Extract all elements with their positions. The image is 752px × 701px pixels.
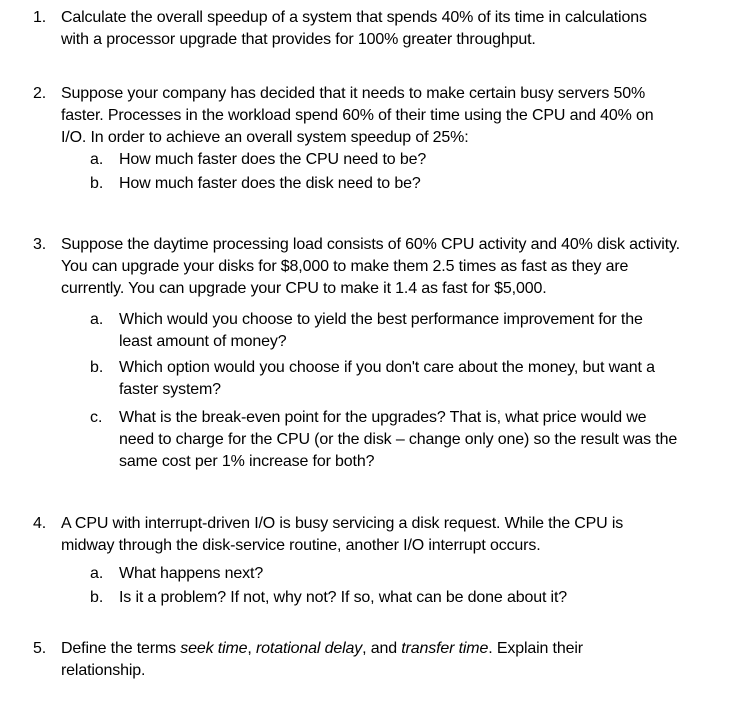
text-line: faster system? [119, 381, 221, 398]
text-line: least amount of money? [119, 333, 287, 350]
text-segment: , [247, 640, 256, 657]
question-text [61, 234, 749, 300]
sub-letter: a. [90, 151, 104, 168]
text-line: currently. You can upgrade your CPU to make it 1.4 as fast for $5,000. [61, 280, 547, 297]
text-line: Which would you choose to yield the best performance improvement for the [119, 311, 643, 328]
text-line: Calculate the overall speedup of a system that spends 40% of its time in calculations [61, 9, 647, 26]
sub-text [119, 407, 677, 473]
text-line: midway through the disk-service routine, another I/O interrupt occurs. [61, 537, 541, 554]
text-segment: . Explain their [488, 640, 583, 657]
question-text [61, 7, 749, 51]
text-line: same cost per 1% increase for both? [119, 453, 375, 470]
text-segment: Define the terms [61, 640, 181, 657]
sub-letter: c. [90, 409, 103, 426]
sub-text: How much faster does the CPU need to be? [119, 151, 427, 168]
sub-text: How much faster does the disk need to be? [119, 175, 421, 192]
text-line: Which option would you choose if you don't care about the money, but want a [119, 359, 655, 376]
text-line: faster. Processes in the workload spend 60% of their time using the CPU and 40% on [61, 107, 654, 124]
term-transfer-time: transfer time [401, 640, 489, 657]
question-text [61, 513, 749, 557]
sub-letter: b. [90, 589, 104, 606]
text-line: You can upgrade your disks for $8,000 to make them 2.5 times as fast as they are [61, 258, 629, 275]
text-line: with a processor upgrade that provides for 100% greater throughput. [61, 31, 536, 48]
sub-text: Is it a problem? If not, why not? If so, what can be done about it? [119, 589, 568, 606]
text-line: A CPU with interrupt-driven I/O is busy servicing a disk request. While the CPU is [61, 515, 624, 532]
text-line: What is the break-even point for the upgrades? That is, what price would we [119, 409, 647, 426]
term-seek-time: seek time [180, 640, 248, 657]
text-line: I/O. In order to achieve an overall system speedup of 25%: [61, 129, 469, 146]
question-number: 1. [33, 9, 47, 26]
sub-text [119, 357, 655, 401]
question-text [61, 638, 749, 682]
sub-letter: a. [90, 565, 104, 582]
text-line: relationship. [61, 662, 146, 679]
question-number: 4. [33, 515, 47, 532]
sub-text: What happens next? [119, 565, 264, 582]
sub-letter: b. [90, 359, 104, 376]
question-text [61, 83, 749, 149]
term-rotational-delay: rotational delay [256, 640, 363, 657]
text-line: Suppose your company has decided that it needs to make certain busy servers 50% [61, 85, 646, 102]
text-segment: , and [362, 640, 402, 657]
text-line [61, 638, 749, 660]
sub-text [119, 309, 643, 353]
question-number: 2. [33, 85, 47, 102]
question-number: 5. [33, 640, 47, 657]
sub-letter: b. [90, 175, 104, 192]
question-number: 3. [33, 236, 47, 253]
text-line: Suppose the daytime processing load consists of 60% CPU activity and 40% disk activity. [61, 236, 680, 253]
sub-letter: a. [90, 311, 104, 328]
text-line: need to charge for the CPU (or the disk – change only one) so the result was the [119, 431, 678, 448]
